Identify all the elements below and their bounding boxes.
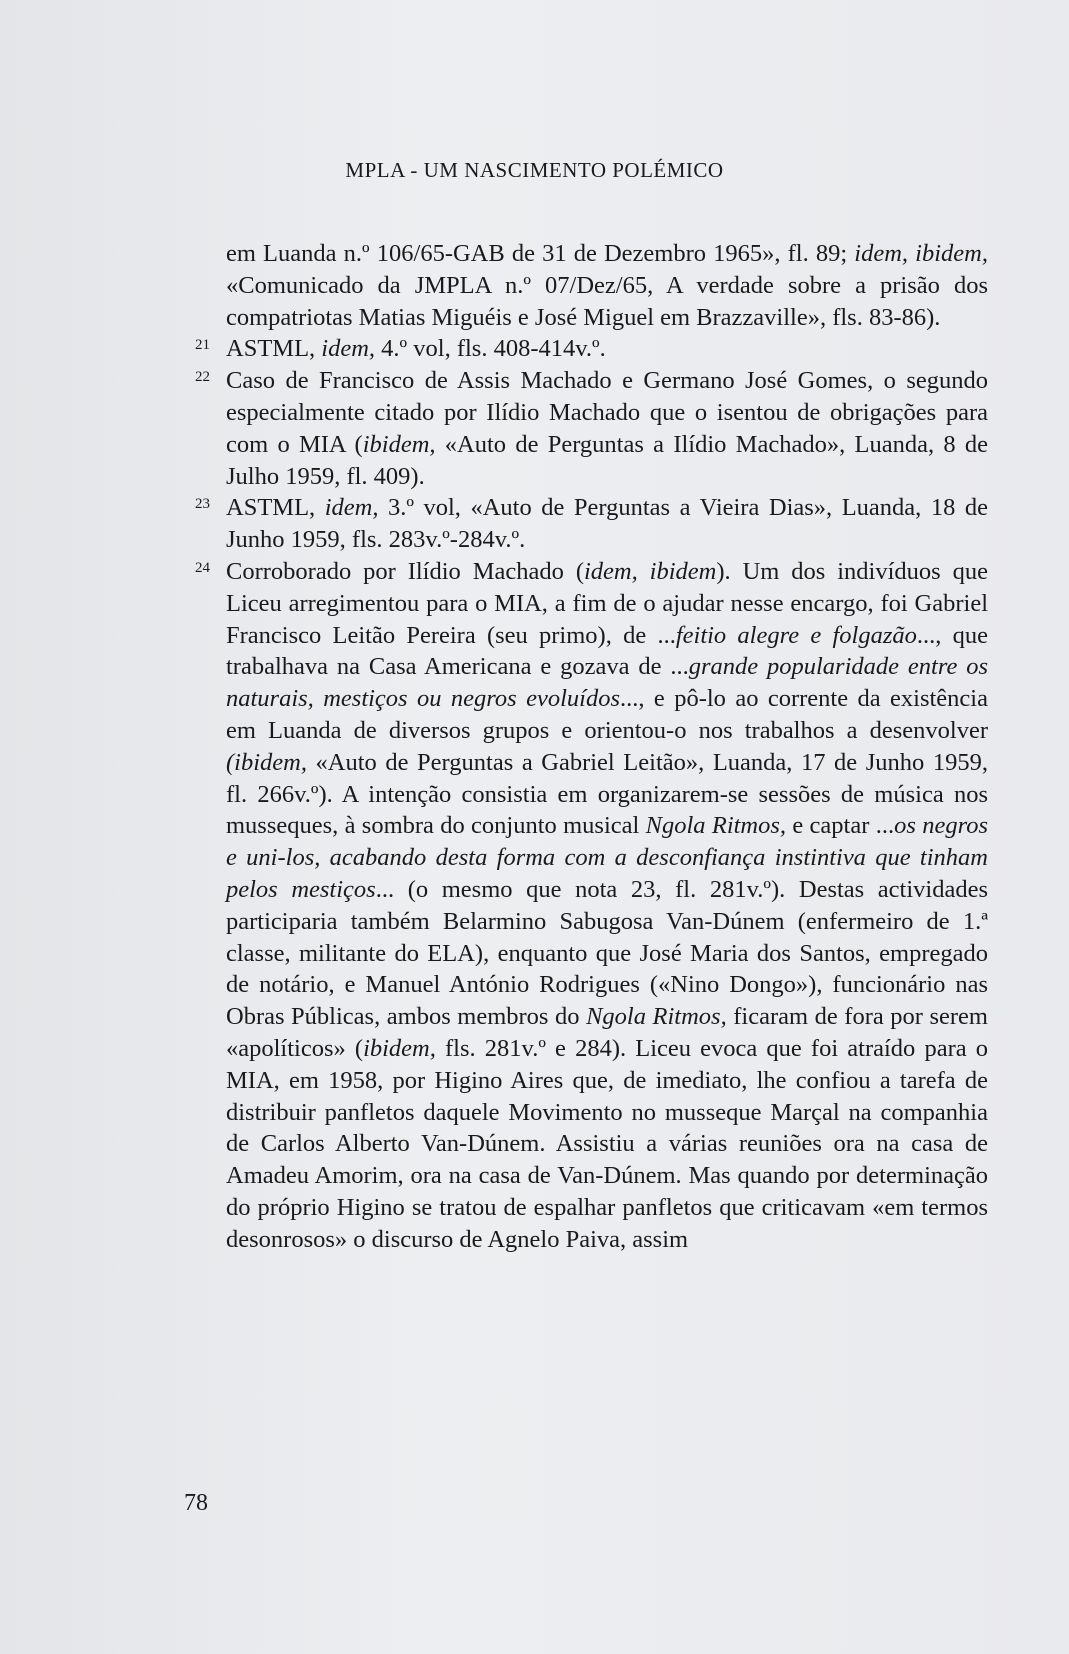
text: ..., que trabalhava na Casa Americana e gozava de ... [226,621,989,681]
footnotes [195,238,989,1256]
text: 3.º vol, «Auto de Perguntas a Vieira Dias», Luanda, 18 de Junho 1959, fls. 283v.º-284v.º. [226,494,988,554]
footnote-22 [195,365,988,492]
italic-text: ibidem, [363,1034,436,1062]
text: Corroborado por Ilídio Machado ( [226,557,584,585]
italic-text: idem, [321,335,376,363]
italic-text: idem, ibidem, [854,240,988,267]
text: ..., e pô-lo ao corrente da existência em Luanda de diversos grupos e orientou-o nos trabalhos a desenvolver [226,685,988,744]
footnote-21 [195,333,988,365]
footnote-continuation [226,238,988,333]
text: fls. 281v.º e 284). Liceu evoca que foi atraído para o MIA, em 1958, por Higino Aires que, de imediato, lhe confiou a tarefa de distribuir panfletos daquele Movimento no musseque Marçal na companhia de Carlos Alberto Van-Dúnem. Assistiu a várias reuniões ora na casa de Amadeu Amorim, ora na casa de Van-Dúnem. Mas quando por determinação do próprio Higino se tratou de espalhar panfletos que criticavam «em termos desonrosos» o discurso de Agnelo Paiva, assim [226,1034,988,1253]
text: em Luanda n.º 106/65-GAB de 31 de Dezembro 1965», fl. 89; [226,240,855,267]
footnote-number: 23 [195,496,210,513]
footnote-number: 22 [195,369,210,386]
italic-text: idem, ibidem [583,557,717,585]
running-head: MPLA - UM NASCIMENTO POLÉMICO [345,158,724,182]
italic-text: (ibidem, [226,748,307,776]
text: Caso de Francisco de Assis Machado e Germano José Gomes, o segundo especialmente citado por Ilídio Machado que o isentou de obrigações para com o MIA ( [226,367,988,458]
text: ). Um dos indivíduos que Liceu arregimentou para o MIA, a fim de o ajudar nesse encargo, foi Gabriel Francisco Leitão Pereira (seu primo), de ... [226,557,988,649]
text: ASTML, [226,335,322,363]
text: e captar ... [786,812,895,840]
text: 4.º vol, fls. 408-414v.º. [375,335,606,363]
footnote-24 [195,556,989,1256]
text: ficaram de fora por serem «apolíticos» ( [226,1003,988,1062]
text: «Comunicado da JMPLA n.º 07/Dez/65, A verdade sobre a prisão dos compatriotas Matias Miguéis e José Miguel em Brazzaville», fls. 83-86). [226,271,988,331]
footnote-number: 24 [195,559,210,576]
text: «Auto de Perguntas a Gabriel Leitão», Luanda, 17 de Junho 1959, fl. 266v.º). A intenção consistia em organizarem-se sessões de música nos musseques, à sombra do conjunto musical [226,748,988,840]
italic-text: Ngola Ritmos, [645,812,787,840]
italic-text: feitio alegre e folgazão [675,621,917,649]
text: ... (o mesmo que nota 23, fl. 281v.º). Destas actividades participaria também Belarmino Sabugosa Van-Dúnem (enfermeiro de 1.ª classe, militante do ELA), enquanto que José Maria dos Santos, empregado de notário, e Manuel António Rodrigues («Nino Dongo»), funcionário nas Obras Públicas, ambos membros do [226,875,989,1031]
text: ASTML, [226,494,325,522]
footnote-23 [195,492,988,556]
page-number: 78 [184,1490,208,1516]
italic-text: idem, [324,494,379,522]
italic-text: Ngola Ritmos, [586,1003,727,1031]
italic-text: grande popularidade entre os naturais, mestiços ou negros evoluídos [226,653,988,713]
footnote-number: 21 [195,337,210,354]
text: «Auto de Perguntas a Ilídio Machado», Luanda, 8 de Julho 1959, fl. 409). [226,430,988,490]
italic-text: os negros e uni-los, acabando desta forma com a desconfiança instintiva que tinham pelos mestiços [226,812,988,903]
italic-text: ibidem, [362,430,436,458]
